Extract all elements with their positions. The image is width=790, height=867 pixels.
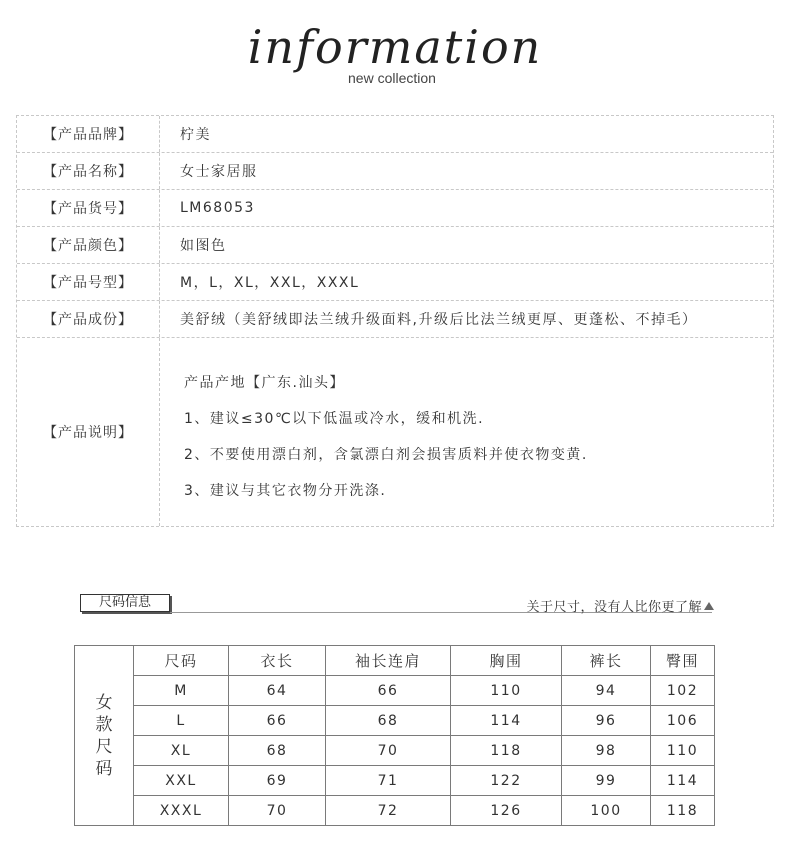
size-note: 关于尺寸，没有人比你更了解 xyxy=(526,600,702,615)
table-cell: 69 xyxy=(229,766,326,796)
table-row xyxy=(75,736,715,766)
info-label: 【产品成份】 xyxy=(17,301,160,337)
table-cell: 122 xyxy=(451,766,562,796)
info-value: 柠美 xyxy=(180,127,211,143)
care-note-line: 1、建议≤30℃以下低温或冷水，缓和机洗. xyxy=(184,411,485,427)
info-value: M，L，XL，XXL，XXXL xyxy=(180,275,360,291)
info-value: 如图色 xyxy=(180,238,227,254)
info-label: 【产品品牌】 xyxy=(17,116,160,152)
size-table-side-label xyxy=(75,646,134,826)
table-cell: XXL xyxy=(134,766,229,796)
table-cell: 110 xyxy=(451,676,562,706)
table-cell: 98 xyxy=(562,736,651,766)
column-header: 胸围 xyxy=(451,646,562,676)
info-value: 女士家居服 xyxy=(180,164,258,180)
size-info-tab: 尺码信息 xyxy=(80,594,170,612)
table-cell: 106 xyxy=(651,706,715,736)
table-cell: 126 xyxy=(451,796,562,826)
info-label: 【产品说明】 xyxy=(17,338,160,526)
table-cell: 118 xyxy=(451,736,562,766)
column-header: 衣长 xyxy=(229,646,326,676)
table-cell: 118 xyxy=(651,796,715,826)
info-value: 美舒绒（美舒绒即法兰绒升级面料,升级后比法兰绒更厚、更蓬松、不掉毛） xyxy=(180,312,698,328)
table-cell: M xyxy=(134,676,229,706)
care-note-line: 3、建议与其它衣物分开洗涤. xyxy=(184,483,387,499)
table-cell: 102 xyxy=(651,676,715,706)
column-header: 臀围 xyxy=(651,646,715,676)
table-cell: L xyxy=(134,706,229,736)
side-char: 码 xyxy=(95,758,113,779)
table-cell: 70 xyxy=(229,796,326,826)
table-cell: 71 xyxy=(326,766,451,796)
info-value: LM68053 xyxy=(180,200,255,216)
side-char: 款 xyxy=(95,714,113,735)
triangle-icon xyxy=(704,602,714,610)
header xyxy=(0,0,790,100)
column-header: 尺码 xyxy=(134,646,229,676)
table-cell: 100 xyxy=(562,796,651,826)
table-cell: 70 xyxy=(326,736,451,766)
info-row-sku xyxy=(17,190,773,227)
table-cell: 114 xyxy=(451,706,562,736)
table-cell: 99 xyxy=(562,766,651,796)
table-row xyxy=(75,796,715,826)
table-cell: 68 xyxy=(229,736,326,766)
info-row-brand xyxy=(17,116,773,153)
size-table xyxy=(74,645,715,826)
side-char: 尺 xyxy=(95,736,113,757)
product-info-table xyxy=(16,115,774,527)
column-header: 袖长连肩 xyxy=(326,646,451,676)
info-label: 【产品颜色】 xyxy=(17,227,160,263)
side-char: 女 xyxy=(95,692,113,713)
page-title: information xyxy=(247,20,543,74)
table-cell: 66 xyxy=(326,676,451,706)
table-header-row xyxy=(75,646,715,676)
info-row-name xyxy=(17,153,773,190)
care-note-line: 2、不要使用漂白剂，含氯漂白剂会损害质料并使衣物变黄. xyxy=(184,447,588,463)
info-label: 【产品号型】 xyxy=(17,264,160,300)
info-label: 【产品货号】 xyxy=(17,190,160,226)
table-cell: XXXL xyxy=(134,796,229,826)
info-label: 【产品名称】 xyxy=(17,153,160,189)
table-cell: 66 xyxy=(229,706,326,736)
table-cell: 94 xyxy=(562,676,651,706)
care-note-origin: 产品产地【广东.汕头】 xyxy=(184,375,345,391)
table-row xyxy=(75,766,715,796)
info-row-color xyxy=(17,227,773,264)
table-cell: 114 xyxy=(651,766,715,796)
info-row-sizes xyxy=(17,264,773,301)
info-row-description xyxy=(17,338,773,526)
table-cell: 64 xyxy=(229,676,326,706)
size-section-header xyxy=(80,594,720,616)
table-cell: 68 xyxy=(326,706,451,736)
care-notes xyxy=(160,355,588,509)
table-cell: XL xyxy=(134,736,229,766)
table-row xyxy=(75,676,715,706)
table-cell: 110 xyxy=(651,736,715,766)
table-cell: 96 xyxy=(562,706,651,736)
table-row xyxy=(75,706,715,736)
table-cell: 72 xyxy=(326,796,451,826)
column-header: 裤长 xyxy=(562,646,651,676)
page-subtitle: new collection xyxy=(348,70,436,86)
info-row-material xyxy=(17,301,773,338)
